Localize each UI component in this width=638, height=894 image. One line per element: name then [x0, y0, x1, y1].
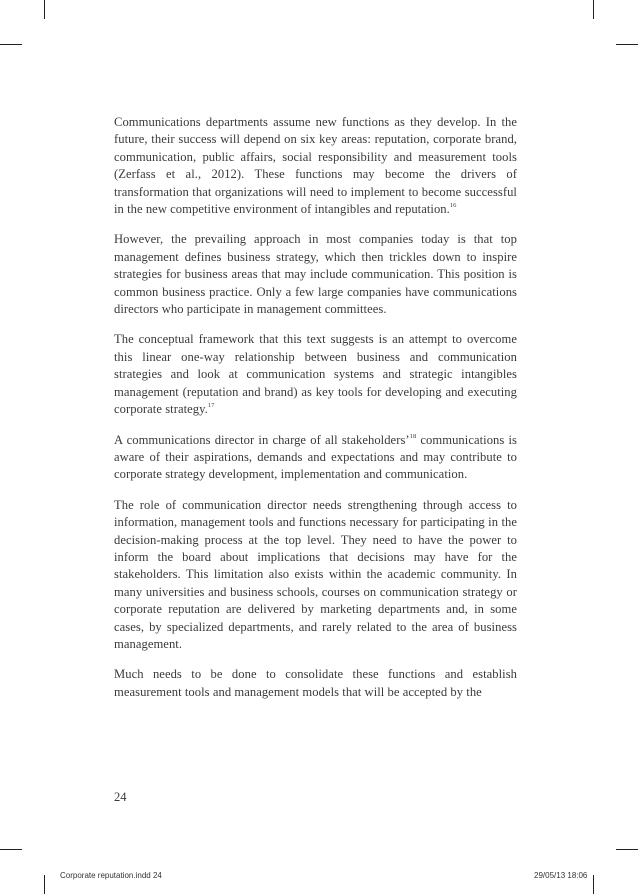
- crop-mark: [44, 875, 45, 894]
- paragraph-3: The conceptual framework that this text suggests is an attempt to overcome this linear one-way relationship between business and communication strategies and look at communication systems and strategic intangibles management (reputation and brand) as key tools for developing and executing corporate strategy.$^{17}$: [114, 332, 517, 417]
- paragraph-2: However, the prevailing approach in most companies today is that top management defines business strategy, which then trickles down to inspire strategies for business areas that may include communication. This position is common business practice. Only a few large companies have communications directors who participate in management committees.: [114, 232, 517, 317]
- crop-mark: [44, 0, 45, 19]
- crop-mark: [0, 44, 22, 45]
- slug-filename: Corporate reputation.indd 24: [60, 871, 162, 880]
- crop-mark: [616, 44, 638, 45]
- crop-mark: [593, 0, 594, 19]
- slug-timestamp: 29/05/13 18:06: [534, 871, 588, 880]
- body-text: [114, 114, 517, 714]
- paragraph-4: A communications director in charge of all stakeholders’$^{18}$ communications is aware of their aspirations, demands and expectations and may contribute to corporate strategy development, implementation and communication.: [114, 432, 517, 482]
- crop-mark: [616, 849, 638, 850]
- crop-mark: [593, 875, 594, 894]
- footnote-ref[interactable]: 18: [409, 432, 417, 440]
- paragraph-1: Communications departments assume new functions as they develop. In the future, their success will depend on six key areas: reputation, corporate brand, communication, public affairs, social responsibility and measurement tools (Zerfass et al., 2012). These functions may become the drivers of transformation that organizations will need to implement to become successful in the new competitive environment of intangibles and reputation.$^{16}$: [114, 115, 517, 217]
- footnote-ref[interactable]: 16: [449, 202, 457, 210]
- footnote-ref[interactable]: 17: [207, 402, 215, 410]
- paragraph-6: Much needs to be done to consolidate these functions and establish measurement tools and management models that will be accepted by the: [114, 667, 517, 699]
- crop-mark: [0, 849, 22, 850]
- paragraph-5: The role of communication director needs strengthening through access to information, management tools and functions necessary for participating in the decision-making process at the top level. They need to have the power to inform the board about implications that decisions may have for the stakeholders. This limitation also exists within the academic community. In many universities and business schools, courses on communication strategy or corporate reputation are delivered by marketing departments and, in some cases, by specialized departments, and rarely related to the area of business management.: [114, 497, 517, 651]
- page-number: 24: [114, 790, 127, 804]
